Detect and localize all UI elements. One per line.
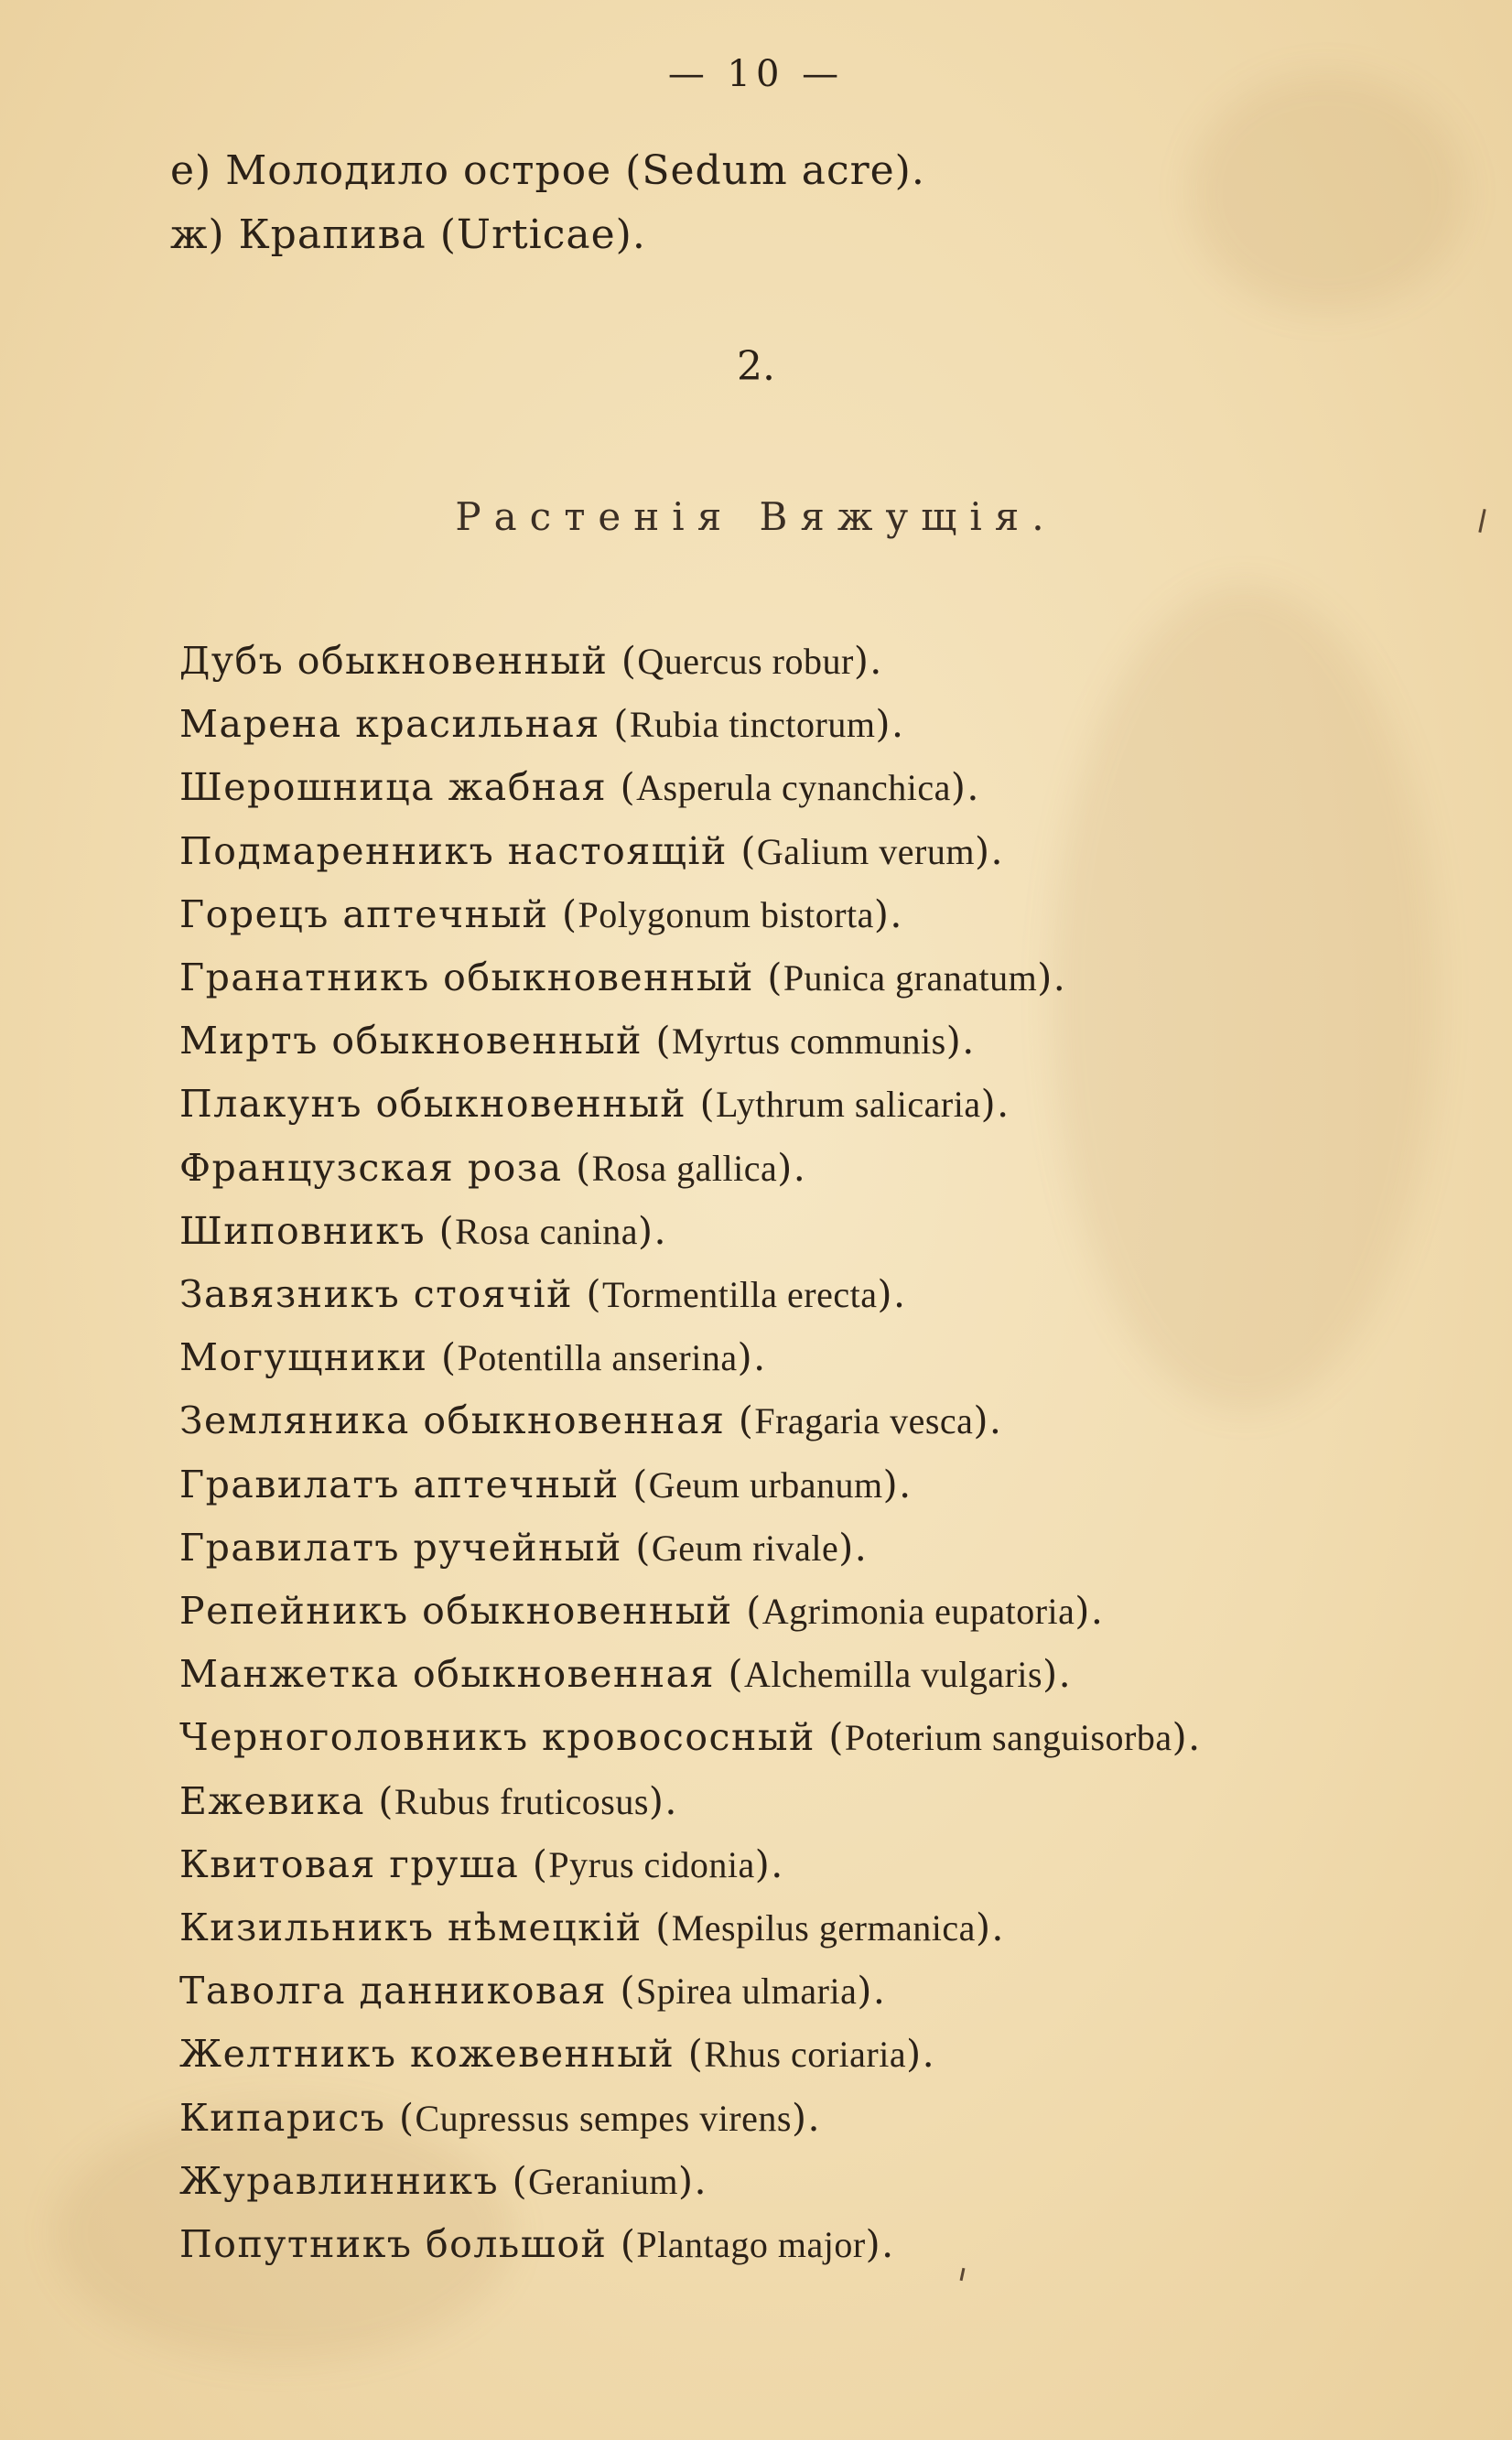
latin-name: Polygonum bistorta — [578, 893, 874, 935]
list-item: Подмаренникъ настоящій (Galium verum). — [179, 828, 1005, 873]
russian-name: Квитовая груша — [179, 1841, 520, 1886]
latin-name: Tormentilla erecta — [601, 1274, 878, 1316]
latin-name: Asperula cynanchica — [636, 767, 951, 809]
russian-name: Попутникъ большой — [179, 2222, 608, 2267]
latin-name: Quercus robur — [637, 641, 854, 682]
list-item: Желтникъ кожевенный (Rhus coriaria). — [179, 2032, 936, 2077]
list-item: Репейникъ обыкновенный (Agrimonia eupatoria). — [179, 1589, 1105, 1634]
russian-name: Марена красильная — [179, 702, 600, 747]
list-item: Квитовая груша (Pyrus cidonia). — [179, 1841, 784, 1886]
russian-name: Гравилатъ ручейный — [179, 1525, 622, 1570]
russian-name: Шерошница жабная — [179, 765, 608, 810]
latin-name: Rhus coriaria — [704, 2034, 907, 2076]
latin-name: Spirea ulmaria — [635, 1970, 858, 2013]
list-item: Могущники (Potentilla anserina). — [179, 1335, 767, 1380]
latin-name: Punica granatum — [783, 957, 1038, 999]
list-item: Земляника обыкновенная (Fragaria vesca). — [179, 1398, 1003, 1443]
latin-name: Rubus fruticosus — [394, 1780, 649, 1822]
russian-name: Плакунъ обыкновенный — [179, 1082, 687, 1127]
latin-name: Fragaria vesca — [754, 1400, 974, 1442]
latin-name: Rubia tinctorum — [629, 704, 876, 746]
list-item: Гравилатъ ручейный (Geum rivale). — [179, 1525, 869, 1570]
latin-name: Alchemilla vulgaris — [744, 1654, 1043, 1696]
russian-name: Земляника обыкновенная — [179, 1398, 726, 1443]
latin-name: Rosa canina — [455, 1210, 638, 1252]
list-item: Черноголовникъ кровососный (Poterium sanguisorba). — [179, 1715, 1202, 1760]
latin-name: Myrtus communis — [671, 1020, 946, 1063]
top-items-list — [170, 139, 925, 267]
list-item: Ежевика (Rubus fruticosus). — [179, 1778, 678, 1823]
list-item: Шиповникъ (Rosa canina). — [179, 1208, 668, 1253]
russian-name: Кизильникъ нѣмецкій — [179, 1906, 643, 1950]
list-item: Манжетка обыкновенная (Alchemilla vulgaris). — [179, 1652, 1073, 1697]
latin-name: Rosa gallica — [591, 1147, 778, 1189]
list-item: Кипарисъ (Cupressus sempes virens). — [179, 2095, 821, 2140]
latin-name: Mespilus germanica — [671, 1907, 976, 1949]
list-item: Таволга данниковая (Spirea ulmaria). — [179, 1969, 887, 2014]
list-item: Шерошница жабная (Asperula cynanchica). — [179, 765, 980, 810]
list-item: ж) Крапива (Urticae). — [170, 211, 646, 258]
latin-name: Lythrum salicaria — [716, 1084, 981, 1126]
latin-name: Cupressus sempes virens — [415, 2097, 792, 2139]
list-item: Марена красильная (Rubia tinctorum). — [179, 702, 905, 747]
list-item: Гранатникъ обыкновенный (Punica granatum). — [179, 955, 1067, 1000]
list-item: Плакунъ обыкновенный (Lythrum salicaria). — [179, 1082, 1010, 1127]
russian-name: Шиповникъ — [179, 1208, 427, 1253]
list-item: Горецъ аптечный (Polygonum bistorta). — [179, 891, 903, 936]
russian-name: Репейникъ обыкновенный — [179, 1589, 733, 1634]
list-item: Французская роза (Rosa gallica). — [179, 1145, 807, 1190]
list-item: Гравилатъ аптечный (Geum urbanum). — [179, 1462, 913, 1506]
russian-name: Кипарисъ — [179, 2095, 386, 2140]
latin-name: Pyrus cidonia — [548, 1843, 755, 1885]
section-title: Растенія Вяжущія. — [455, 494, 1057, 539]
russian-name: Дубъ обыкновенный — [179, 639, 609, 683]
list-item: Миртъ обыкновенный (Myrtus communis). — [179, 1019, 976, 1063]
list-item: Завязникъ стоячій (Tormentilla erecta). — [179, 1272, 907, 1317]
page-number: — 10 — — [667, 53, 845, 95]
russian-name: Ежевика — [179, 1778, 365, 1823]
latin-name: Geum urbanum — [648, 1463, 883, 1506]
latin-name: Geranium — [528, 2160, 679, 2202]
russian-name: Гравилатъ аптечный — [179, 1462, 620, 1506]
russian-name: Гранатникъ обыкновенный — [179, 955, 754, 1000]
plant-list — [179, 630, 1202, 2276]
latin-name: Galium verum — [756, 830, 975, 872]
list-item: Дубъ обыкновенный (Quercus robur). — [179, 639, 883, 683]
list-item: Попутникъ большой (Plantago major). — [179, 2222, 895, 2267]
latin-name: Poterium sanguisorba — [844, 1717, 1172, 1759]
russian-name: Завязникъ стоячій — [179, 1272, 573, 1317]
latin-name: Agrimonia eupatoria — [761, 1591, 1075, 1633]
latin-name: Plantago major — [636, 2224, 866, 2266]
paper-stain — [1190, 73, 1464, 311]
russian-name: Журавлинникъ — [179, 2158, 500, 2203]
russian-name: Манжетка обыкновенная — [179, 1652, 715, 1697]
list-item: е) Молодило острое (Sedum acre). — [170, 147, 925, 194]
russian-name: Французская роза — [179, 1145, 563, 1190]
list-item: Журавлинникъ (Geranium). — [179, 2158, 708, 2203]
latin-name: Potentilla anserina — [457, 1337, 738, 1379]
latin-name: Geum rivale — [651, 1527, 839, 1569]
russian-name: Подмаренникъ настоящій — [179, 828, 728, 873]
russian-name: Могущники — [179, 1335, 428, 1380]
section-number: 2. — [737, 343, 775, 390]
list-item: Кизильникъ нѣмецкій (Mespilus germanica). — [179, 1906, 1005, 1950]
russian-name: Таволга данниковая — [179, 1969, 607, 2014]
russian-name: Горецъ аптечный — [179, 891, 549, 936]
russian-name: Желтникъ кожевенный — [179, 2032, 675, 2077]
russian-name: Миртъ обыкновенный — [179, 1019, 643, 1063]
russian-name: Черноголовникъ кровососный — [179, 1715, 815, 1760]
